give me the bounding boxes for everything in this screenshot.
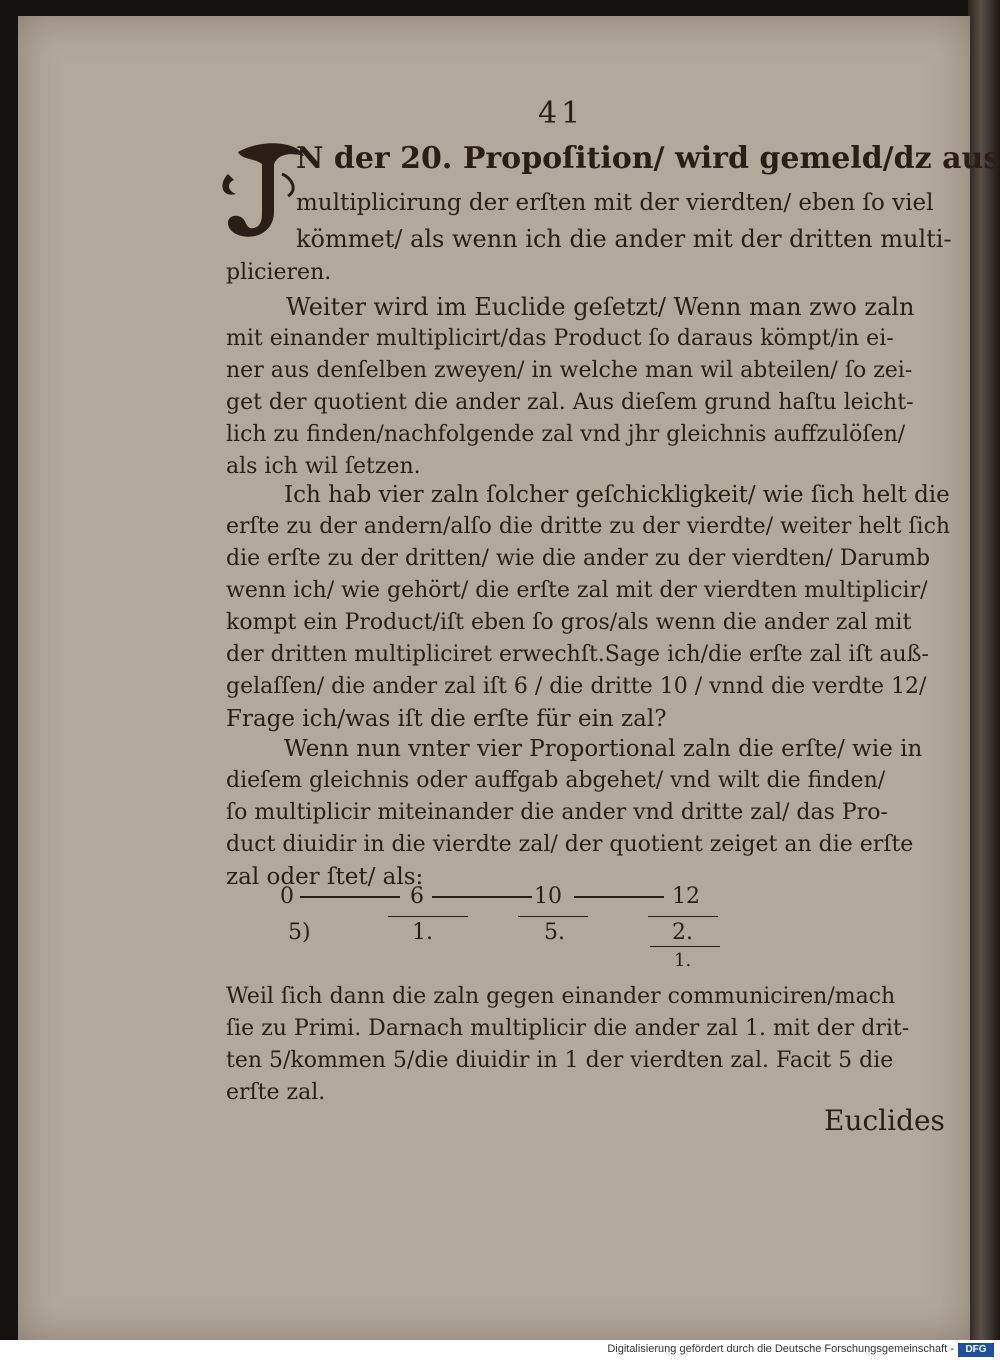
catchword: Euclides — [824, 1104, 945, 1137]
book-page — [18, 16, 1000, 1340]
calc-connector — [300, 896, 400, 898]
text-line: get der quotient die ander zal. Aus dieſem grund haſtu leicht- — [226, 390, 914, 415]
text-line: multiplicirung der erſten mit der vierdten/ eben ſo viel — [296, 190, 934, 216]
text-block — [18, 16, 1000, 1340]
text-line: Ich hab vier zaln ſolcher geſchickligkeit/ wie ſich helt die — [284, 482, 950, 508]
text-line: erſte zu der andern/alſo die dritte zu der vierdte/ weiter helt ſich — [226, 514, 951, 539]
text-line: ſie zu Primi. Darnach multiplicir die ander zal 1. mit der drit- — [226, 1016, 910, 1041]
calc-value: 0 — [280, 884, 294, 909]
text-line: kömmet/ als wenn ich die ander mit der dritten multi- — [296, 225, 952, 253]
text-line: N der 20. Propoſition/ wird gemeld/dz aus — [296, 141, 1000, 176]
text-line: Weiter wird im Euclide geſetzt/ Wenn man zwo zaln — [286, 293, 915, 321]
text-line: dieſem gleichnis oder auffgab abgehet/ vnd wilt die finden/ — [226, 768, 886, 793]
page-number: 41 — [538, 96, 585, 131]
text-line: Weil ſich dann die zaln gegen einander communiciren/mach — [226, 984, 896, 1009]
text-line: plicieren. — [226, 260, 332, 285]
calc-rule — [518, 916, 588, 917]
text-line: wenn ich/ wie gehört/ die erſte zal mit der vierdten multiplicir/ — [226, 578, 928, 603]
text-line: Frage ich/was iſt die erſte für ein zal? — [226, 706, 667, 732]
footer-bar — [0, 1340, 1000, 1362]
text-line: gelaſſen/ die ander zal iſt 6 / die dritte 10 / vnnd die verdte 12/ — [226, 674, 927, 699]
text-line: kompt ein Product/iſt eben ſo gros/als wenn die ander zal mit — [226, 610, 912, 635]
dfg-logo: DFG — [958, 1343, 994, 1357]
text-line: der dritten multipliciret erwechſt.Sage ich/die erſte zal iſt auß- — [226, 642, 929, 667]
calc-rule — [648, 916, 718, 917]
calc-rule — [388, 916, 468, 917]
calc-connector — [574, 896, 664, 898]
text-line: als ich wil ſetzen. — [226, 454, 421, 479]
text-line: die erſte zu der dritten/ wie die ander zu der vierdten/ Darumb — [226, 546, 931, 571]
calc-value: 2. — [672, 920, 693, 945]
footer-credit: Digitalisierung gefördert durch die Deutsche Forschungsgemeinschaft - — [607, 1343, 954, 1355]
calc-value: 1. — [412, 920, 433, 945]
text-line: Wenn nun vnter vier Proportional zaln die erſte/ wie in — [284, 736, 923, 762]
text-line: zal oder ſtet/ als: — [226, 864, 424, 890]
text-line: duct diuidir in die vierdte zal/ der quotient zeiget an die erſte — [226, 832, 914, 857]
text-line: ner aus denſelben zweyen/ in welche man wil abteilen/ ſo zei- — [226, 358, 913, 383]
text-line: erſte zal. — [226, 1080, 326, 1105]
calc-value: 10 — [534, 884, 562, 909]
calc-value: 1. — [674, 950, 692, 971]
book-page-edge — [968, 0, 1000, 1340]
text-line: ſo multiplicir miteinander die ander vnd dritte zal/ das Pro- — [226, 800, 888, 825]
calc-value: 6 — [410, 884, 424, 909]
text-line: mit einander multiplicirt/das Product ſo daraus kömpt/in ei- — [226, 326, 894, 351]
calc-connector — [432, 896, 532, 898]
calc-rule — [650, 946, 720, 947]
calc-value: 12 — [672, 884, 700, 909]
text-line: ten 5/kommen 5/die diuidir in 1 der vierdten zal. Facit 5 die — [226, 1048, 894, 1073]
text-line: lich zu finden/nachfolgende zal vnd jhr gleichnis auffzulöſen/ — [226, 422, 906, 447]
calc-value: 5. — [544, 920, 565, 945]
calc-value: 5) — [288, 920, 311, 945]
